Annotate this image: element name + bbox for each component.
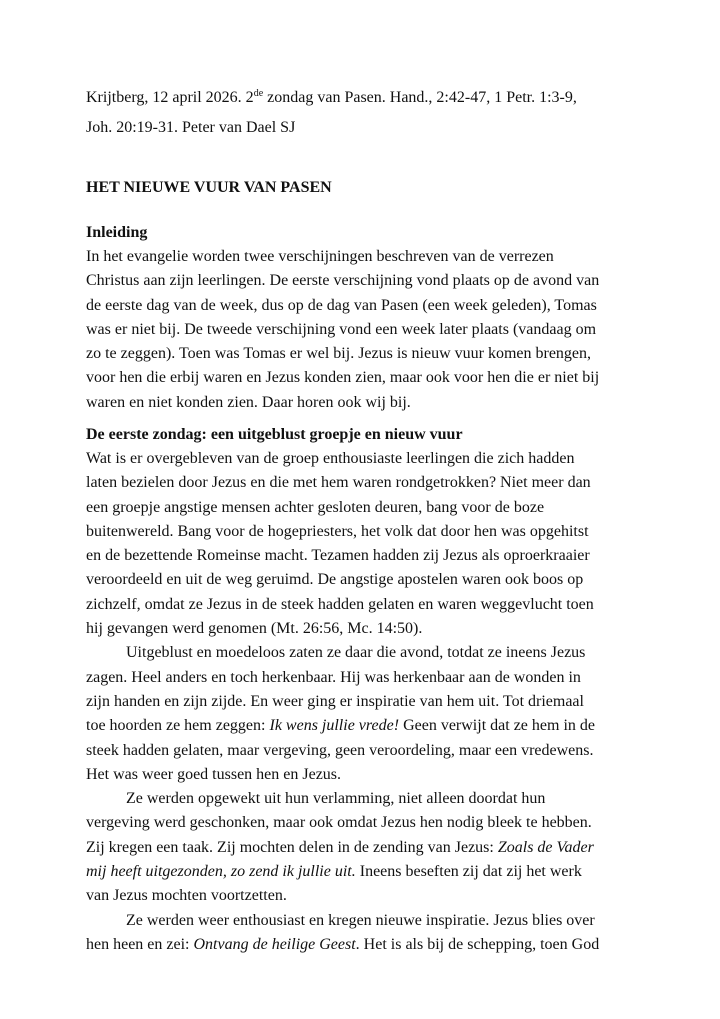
text-run: . Het is als bij de schepping, toen God — [355, 935, 600, 953]
scripture-quote: Ontvang de heilige Geest — [193, 935, 356, 953]
scripture-quote: Zoals de Vader — [497, 838, 594, 856]
text-run: Zij kregen een taak. Zij mochten delen in de zending van Jezus: — [86, 838, 498, 856]
text-line: zijn handen en zijn zijde. En weer ging er inspiratie van hem uit. Tot driemaal — [86, 692, 584, 710]
paragraph-1 — [86, 447, 646, 641]
text-line — [86, 933, 646, 957]
text-run: Geen verwijt dat ze hem in de — [399, 717, 595, 735]
text-run: toe hoorden ze hem zeggen: — [86, 717, 270, 735]
text-line: voor hen die erbij waren en Jezus konden zien, maar ook voor hen die er niet bij — [86, 369, 600, 387]
header-line-2: Joh. 20:19-31. Peter van Dael SJ — [86, 119, 296, 136]
section-heading-eerste-zondag: De eerste zondag: een uitgeblust groepje en nieuw vuur — [86, 426, 463, 443]
text-line: Uitgeblust en moedeloos zaten ze daar die avond, totdat ze ineens Jezus — [126, 644, 586, 662]
text-line: vergeving werd geschonken, maar ook omdat Jezus hen nodig bleek te hebben. — [86, 814, 592, 832]
text-line: zo te zeggen). Toen was Tomas er wel bij. Jezus is nieuw vuur komen brengen, — [86, 345, 592, 363]
text-line: waren en niet konden zien. Daar horen ook wij bij. — [86, 393, 411, 411]
scripture-quote: mij heeft uitgezonden, zo zend ik jullie uit. — [86, 863, 356, 881]
section-eerste-zondag — [86, 423, 646, 957]
paragraph-3 — [86, 787, 646, 908]
scripture-quote: Ik wens jullie vrede! — [269, 717, 400, 735]
text-line: Ze werden opgewekt uit hun verlamming, niet alleen doordat hun — [126, 790, 546, 808]
text-line: van Jezus mochten voortzetten. — [86, 887, 287, 905]
text-line: Wat is er overgebleven van de groep enthousiaste leerlingen die zich hadden — [86, 450, 575, 467]
text-line: en de bezettende Romeinse macht. Tezamen hadden zij Jezus als oproerkraaier — [86, 547, 590, 565]
text-line: veroordeeld en uit de weg geruimd. De angstige apostelen waren ook boos op — [86, 571, 584, 589]
text-line: Het was weer goed tussen hen en Jezus. — [86, 765, 342, 783]
document-title: HET NIEUWE VUUR VAN PASEN — [86, 179, 332, 196]
text-line: de eerste dag van de week, dus op de dag van Pasen (een week geleden), Tomas — [86, 296, 597, 314]
text-line: In het evangelie worden twee verschijningen beschreven van de verrezen — [86, 248, 554, 265]
section-heading-inleiding: Inleiding — [86, 224, 148, 241]
text-line: was er niet bij. De tweede verschijning vond een week later plaats (vandaag om — [86, 320, 597, 338]
text-run: hen heen en zei: — [86, 935, 194, 953]
section-inleiding — [86, 221, 646, 415]
text-run: Ineens beseften zij dat zij het werk — [355, 863, 582, 881]
text-line: Ze werden weer enthousiast en kregen nieuwe inspiratie. Jezus blies over — [126, 911, 595, 929]
header-line-1 — [86, 88, 577, 108]
paragraph-inleiding — [86, 245, 646, 415]
text-line: Christus aan zijn leerlingen. De eerste verschijning vond plaats op de avond van — [86, 272, 600, 290]
text-line: laten bezielen door Jezus en die met hem waren rondgetrokken? Niet meer dan — [86, 474, 591, 492]
text-line — [86, 714, 646, 738]
header-readings-text: zondag van Pasen. Hand., 2:42-47, 1 Petr. 1:3-9, — [263, 89, 577, 106]
header-superscript: de — [253, 88, 264, 99]
text-line: zagen. Heel anders en toch herkenbaar. Hij was herkenbaar aan de wonden in — [86, 668, 581, 686]
text-line — [86, 860, 646, 884]
text-line: steek hadden gelaten, maar vergeving, geen veroordeling, maar een vredewens. — [86, 741, 594, 759]
text-line: buitenwereld. Bang voor de hogepriesters, het volk dat door hen was opgehitst — [86, 522, 589, 540]
text-line: hij gevangen werd genomen (Mt. 26:56, Mc. 14:50). — [86, 620, 423, 638]
text-line: zichzelf, omdat ze Jezus in de steek hadden gelaten en waren weggevlucht toen — [86, 595, 594, 613]
paragraph-2 — [86, 641, 646, 787]
paragraph-4 — [86, 909, 646, 958]
text-line — [86, 836, 646, 860]
text-line: een groepje angstige mensen achter gesloten deuren, bang voor de boze — [86, 498, 545, 516]
header-date-text: Krijtberg, 12 april 2026. 2 — [86, 89, 254, 106]
